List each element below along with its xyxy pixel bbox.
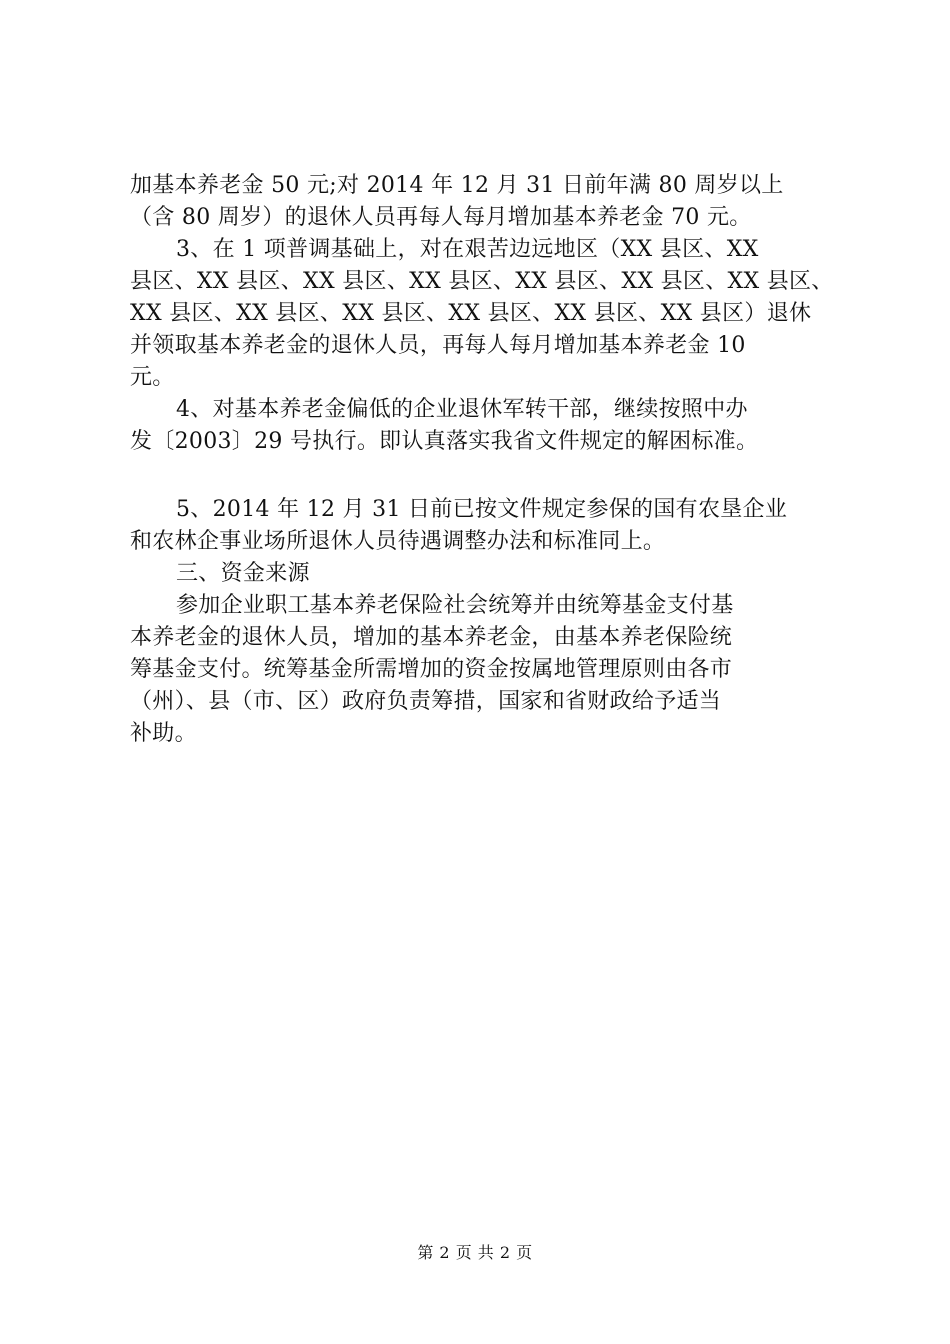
section-heading: 三、资金来源	[176, 561, 310, 586]
paragraph-item-3-remote-areas	[130, 234, 834, 394]
section-heading-funding-source	[130, 558, 830, 590]
text-line: （州）、县（市、区）政府负责筹措，国家和省财政给予适当	[130, 689, 722, 714]
page-number: 第 2 页 共 2 页	[417, 1243, 533, 1262]
text-line: 补助。	[130, 721, 197, 746]
text-line: XX 县区、XX 县区、XX 县区、XX 县区、XX 县区、XX 县区）退休	[130, 301, 812, 326]
text-line: 筹基金支付。统筹基金所需增加的资金按属地管理原则由各市	[130, 657, 733, 682]
text-line: 并领取基本养老金的退休人员，再每人每月增加基本养老金 10	[130, 333, 746, 358]
text-line: 加基本养老金 50 元;对 2014 年 12 月 31 日前年满 80 周岁以上	[130, 173, 784, 198]
text-line: 元。	[130, 365, 175, 390]
paragraph-funding-details	[130, 590, 830, 750]
paragraph-pension-increase-age	[130, 170, 830, 234]
page-footer	[0, 1242, 950, 1264]
paragraph-item-5-state-farms	[130, 494, 830, 558]
paragraph-spacer	[130, 458, 830, 494]
text-line: 3、在 1 项普调基础上，对在艰苦边远地区（XX 县区、XX	[176, 237, 759, 262]
text-line: 本养老金的退休人员，增加的基本养老金，由基本养老保险统	[130, 625, 733, 650]
paragraph-item-4-military-cadres	[130, 394, 830, 458]
text-line: 4、对基本养老金偏低的企业退休军转干部，继续按照中办	[176, 397, 748, 422]
document-body	[130, 170, 834, 750]
text-line: 和农林企事业场所退休人员待遇调整办法和标准同上。	[130, 529, 666, 554]
text-line: 发〔2003〕29 号执行。即认真落实我省文件规定的解困标准。	[130, 429, 759, 454]
text-line: 县区、XX 县区、XX 县区、XX 县区、XX 县区、XX 县区、XX 县区、	[130, 269, 834, 294]
text-line: 5、2014 年 12 月 31 日前已按文件规定参保的国有农垦企业	[176, 497, 788, 522]
text-line: 参加企业职工基本养老保险社会统筹并由统筹基金支付基	[176, 593, 734, 618]
text-line: （含 80 周岁）的退休人员再每人每月增加基本养老金 70 元。	[130, 205, 752, 230]
